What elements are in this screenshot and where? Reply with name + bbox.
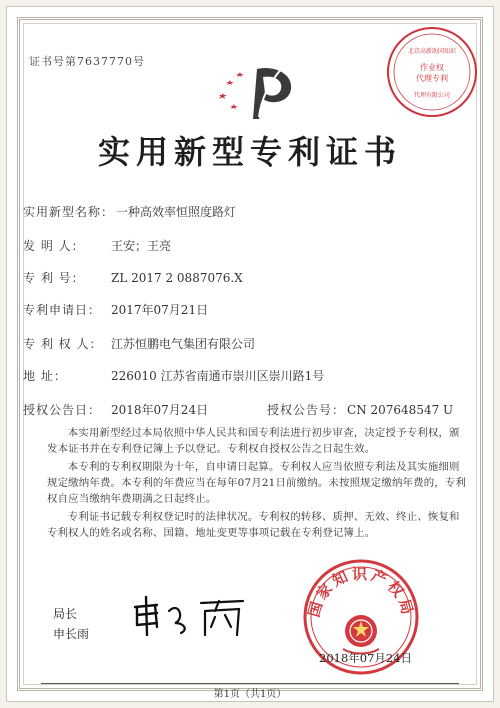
paragraph-term: 本专利的专利权期限为十年，自申请日起算。专利权人应当依照专利法及其实施细则规定缴纳年费。本专利的年费应当在每年07月21日前缴纳。未按照规定缴纳年费的，专利权自应当缴纳年费期满之日起终止。 xyxy=(47,461,467,505)
page-indicator: 第1页（共1页） xyxy=(213,689,287,700)
certificate-number: 证书号第7637770号 xyxy=(29,55,145,68)
field-address xyxy=(23,367,324,384)
address-value: 226010 江苏省南通市崇川区崇川路1号 xyxy=(111,369,325,383)
application-date-value: 2017年07月21日 xyxy=(111,303,209,317)
paragraph-register: 专利证书记载专利权登记时的法律状况。专利权的转移、质押、无效、终止、恢复和专利权人的姓名或名称、国籍、地址变更等事项记载在专利登记簿上。 xyxy=(47,511,460,539)
certificate-page xyxy=(6,6,494,702)
grant-number-label: 授权公告号： xyxy=(267,403,346,417)
patentee-value: 江苏恒鹏电气集团有限公司 xyxy=(111,337,256,351)
director-title: 局长 xyxy=(53,607,78,621)
field-inventor xyxy=(23,237,171,254)
utility-name-label: 实用新型名称： xyxy=(23,205,115,219)
svg-text:作业权: 作业权 xyxy=(420,63,444,72)
grant-date-value: 2018年07月24日 xyxy=(111,403,209,417)
footer-divider xyxy=(41,683,459,684)
application-date-label: 专利申请日： xyxy=(23,303,102,317)
field-application-date xyxy=(23,301,208,318)
field-utility-name xyxy=(23,203,236,220)
paragraph-grant: 本实用新型经过本局依照中华人民共和国专利法进行初步审查，决定授予专利权，颁发本证书并在专利登记簿上予以登记。专利权自授权公告之日起生效。 xyxy=(47,427,460,455)
patent-office-logo-icon xyxy=(213,59,299,121)
utility-name-value: 一种高效率恒照度路灯 xyxy=(116,205,237,219)
seal-date: 2018年07月24日 xyxy=(319,651,413,665)
patent-number-value: ZL 2017 2 0887076.X xyxy=(111,271,243,285)
svg-text:北京高新助国知识: 北京高新助国知识 xyxy=(407,48,457,55)
svg-text:国家知识产权局: 国家知识产权局 xyxy=(304,565,418,620)
patent-number-label: 专 利 号： xyxy=(23,271,85,285)
field-grant-date xyxy=(23,401,208,418)
field-patent-number xyxy=(23,269,243,286)
field-patentee xyxy=(23,335,255,352)
director-signature xyxy=(127,593,257,637)
director-name: 申长雨 xyxy=(53,627,90,641)
inventor-value: 王安；王亮 xyxy=(111,239,172,253)
grant-date-label: 授权公告日： xyxy=(23,403,102,417)
certificate-title: 实用新型专利证书 xyxy=(97,133,402,171)
patentee-label: 专 利 权 人： xyxy=(23,337,103,351)
address-label: 地 址： xyxy=(23,369,67,383)
agency-seal-icon xyxy=(383,23,481,121)
grant-number-value: CN 207648547 U xyxy=(347,403,454,417)
svg-text:代理专利: 代理专利 xyxy=(416,74,448,83)
field-grant-number xyxy=(267,401,453,418)
svg-text:代理有限公司: 代理有限公司 xyxy=(413,92,451,99)
inventor-label: 发 明 人： xyxy=(23,239,85,253)
